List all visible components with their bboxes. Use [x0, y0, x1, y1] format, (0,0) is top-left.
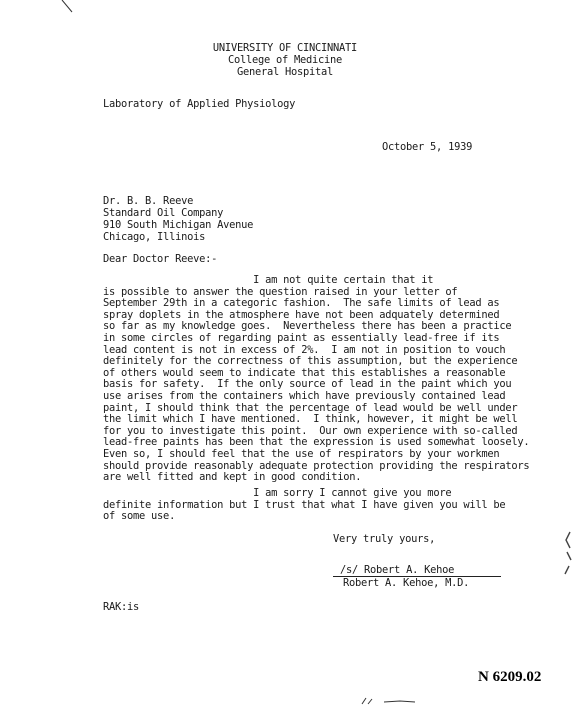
body-line: the limit which I have mentioned. I think, however, it might be well — [103, 413, 518, 426]
closing-line: definite information but I trust that what I have given you will be — [103, 498, 506, 511]
letter-body — [103, 274, 530, 484]
body-line: lead-free paints has been that the expression is used somewhat loosely. — [103, 436, 530, 449]
body-line: I am not quite certain that it — [103, 274, 434, 286]
department-line: Laboratory of Applied Physiology — [103, 98, 296, 110]
closing-paragraph — [103, 487, 506, 523]
body-line: should provide reasonably adequate protection providing the respirators — [103, 459, 530, 472]
typist-initials: RAK:is — [103, 601, 140, 613]
body-line: September 29th in a categoric fashion. The safe limits of lead as — [103, 297, 500, 310]
letterhead-university: UNIVERSITY OF CINCINNATI — [212, 42, 358, 54]
recipient-name: Dr. B. B. Reeve — [103, 195, 194, 207]
body-line: spray doplets in the atmosphere have not been adquately determined — [103, 308, 500, 321]
valediction: Very truly yours, — [333, 533, 436, 545]
signature-line: /s/ Robert A. Kehoe — [340, 564, 455, 576]
body-line: basis for safety. If the only source of lead in the paint which you — [103, 378, 512, 391]
closing-line: of some use. — [103, 510, 176, 523]
body-line: Even so, I should feel that the use of respirators by your workmen — [103, 447, 500, 460]
body-line: use arises from the containers which have previously contained lead — [103, 389, 506, 402]
document-number-stamp: N 6209.02 — [478, 669, 542, 685]
body-line: are well fitted and kept in good condition. — [103, 471, 362, 484]
scan-artifact-mark — [58, 0, 78, 14]
closing-line: I am sorry I cannot give you more — [103, 487, 452, 499]
body-line: of others would seem to indicate that this establishes a reasonable — [103, 366, 506, 379]
body-line: definitely for the correctness of this assumption, but the experience — [103, 355, 518, 368]
recipient-company: Standard Oil Company — [103, 207, 224, 219]
letterhead-college: College of Medicine — [227, 54, 343, 66]
bottom-artifact-mark — [360, 696, 420, 706]
body-line: paint, I should think that the percentage of lead would be well under — [103, 401, 518, 414]
body-line: in some circles of regarding paint as essentially lead-free if its — [103, 331, 500, 344]
recipient-street: 910 South Michigan Avenue — [103, 219, 254, 231]
edge-artifact-mark — [560, 530, 574, 580]
recipient-city: Chicago, Illinois — [103, 231, 206, 243]
body-line: so far as my knowledge goes. Nevertheless there has been a practice — [103, 320, 512, 333]
body-line: lead content is not in excess of 2%. I am not in position to vouch — [103, 343, 506, 356]
signer-name: Robert A. Kehoe, M.D. — [343, 577, 470, 589]
letter-date: October 5, 1939 — [382, 141, 473, 153]
body-line: is possible to answer the question raised in your letter of — [103, 285, 458, 298]
body-line: for you to investigate this point. Our own experience with so-called — [103, 424, 518, 437]
letterhead-hospital: General Hospital — [236, 66, 334, 78]
salutation: Dear Doctor Reeve:- — [103, 253, 218, 265]
